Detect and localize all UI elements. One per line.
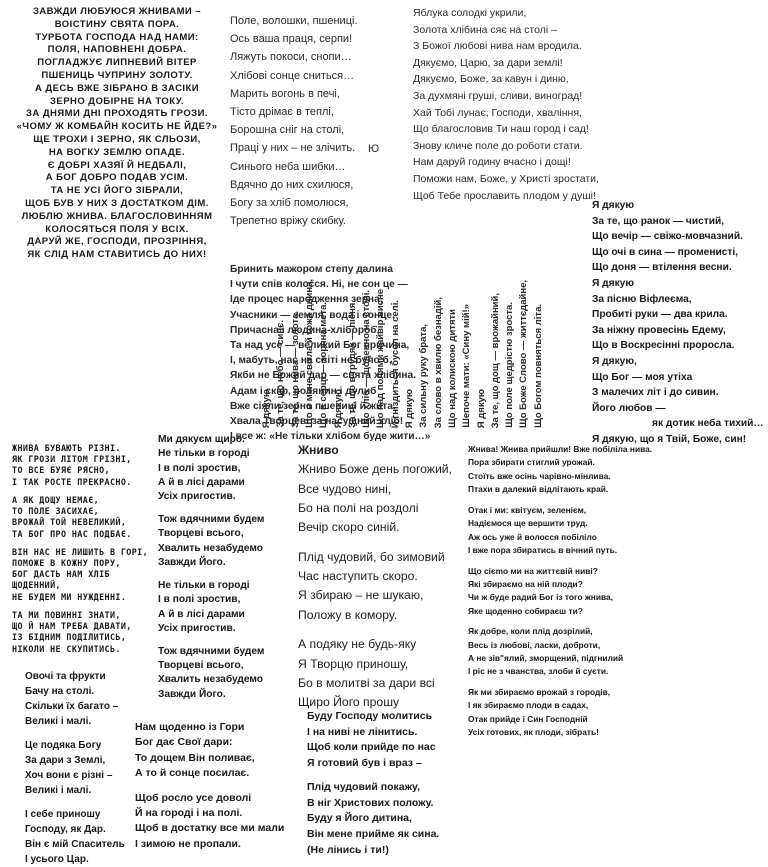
vertical-poem-line: Я дякую — [261, 388, 272, 428]
poem-line: Отак прийде і Син Господній — [468, 713, 588, 724]
poem-line: То дощем Він поливає, — [135, 751, 255, 764]
poem-line: А подяку не будь-яку — [298, 637, 417, 652]
poem-line: Адам і скіф, полянин і дулиб — [230, 385, 377, 397]
poem-line: Він мене прийме як сина. — [307, 828, 440, 841]
poem-line: Ось ваша праця, серпи! — [230, 33, 353, 46]
poem-line: НЕ БУДЕМ МИ НУЖДЕННІ. — [12, 591, 127, 602]
poem-line: Плід чудовий покажу, — [307, 781, 421, 794]
poem-line: Усіх готових, як плоди, зібрать! — [468, 727, 599, 738]
poem-line: Я дякую — [592, 200, 635, 211]
poem-line: ЗА ДНЯМИ ДНІ ПРОХОДЯТЬ ГРОЗИ. — [26, 108, 208, 120]
poem-line: як дотик неба тихий… — [652, 418, 764, 430]
poem-line: Бачу на столі. — [25, 686, 95, 698]
poem-line: ТА БОГ ПРО НАС ПОДБАЄ. — [12, 528, 132, 539]
vertical-poem-line: Що хліб — щоденно на столі. — [361, 290, 373, 428]
poem-line: І усього Цар. — [25, 854, 89, 866]
poem-line: ЩОБ БУВ У НИХ З ДОСТАТКОМ ДІМ. — [25, 197, 209, 209]
poem-line: Що сієmo ми на життєвій ниві? — [468, 565, 598, 576]
poem-line: Вже сіяли зерно пшениці й жита. — [230, 400, 396, 412]
poem-line: А й в лісі дарами — [158, 608, 245, 620]
poem-line: Як ми збираємо врожай з городів, — [468, 687, 611, 697]
stanza-break — [12, 540, 157, 547]
vertical-poem-line: Шепоче мати: «Сину мій!» — [461, 304, 473, 428]
poem-line: Не тільки в городі — [158, 448, 250, 460]
poem-line: Марить вогонь в печі, — [230, 87, 340, 100]
poem-line: Учасники — земля, вода і сонце. — [230, 309, 395, 321]
poem-line: Іде процес народження зерна, — [230, 294, 383, 306]
poem-line: Трепетно вріжу скибку. — [230, 215, 346, 228]
poem-line: ТО ПОЛЕ ЗАСИХАЄ, — [12, 506, 100, 517]
poem-line: Поможи нам, Боже, у Христі зростати, — [413, 172, 599, 185]
stanza-break — [158, 570, 298, 579]
poem-line: Вечір скоро синій. — [298, 520, 400, 535]
poem-line: За пісню Віфлеєма, — [592, 293, 692, 305]
poem-line: І в полі зростив, — [158, 462, 241, 474]
poem-line: Щоб Тебе прославить плодом у душі! — [413, 189, 596, 202]
poem-line: Що в Воскресінні проросла. — [592, 340, 735, 352]
poem-line: А не зів"ялий, зморщений, підгнилий — [468, 653, 624, 664]
vertical-poem-line: Я дякую — [404, 388, 415, 428]
poem-line: Борошна сніг на столі, — [230, 124, 345, 137]
poem-line: Не тільки в городі — [158, 579, 250, 591]
poem-line: Я готовий був і враз – — [307, 756, 422, 769]
poem-line: Та над усе — великий Бог причина, — [230, 340, 410, 352]
poem-i-thank — [592, 198, 768, 448]
poem-line: За ніжну провесінь Едему, — [592, 324, 726, 336]
poem-line: Я Творцю приношу, — [298, 656, 409, 671]
stray-mark: Ю — [368, 143, 380, 155]
poem-line: БОГ ДАСТЬ НАМ ХЛІБ — [12, 569, 110, 580]
poem-line: ЩЕ ТРОХИ І ЗЕРНО, ЯК СЛЬОЗИ, — [33, 133, 201, 145]
poem-line: ДАРУЙ ЖЕ, ГОСПОДИ, ПРОЗРІННЯ, — [27, 236, 207, 248]
poem-line: ПОЛЯ, НАПОВНЕНІ ДОБРА. — [47, 44, 187, 56]
poem-line: Які збираємо на ній плоди? — [468, 578, 583, 589]
poem-vertical-thanks — [262, 260, 562, 428]
poem-line: Щоб росло усе доволі — [135, 791, 252, 804]
poem-line: Золота хлібина сяє на столі – — [413, 23, 557, 36]
poem-line: Богу за хліб помолюся, — [230, 197, 349, 210]
poem-line: Знову кличе поле до роботи стати. — [413, 139, 583, 152]
poem-line: ЖНИВА БУВАЮТЬ РІЗНІ. — [12, 443, 121, 453]
poem-line: Пробиті руки — два крила. — [592, 309, 728, 321]
poem-line: Аж ось уже й волосся побіліло — [468, 531, 597, 542]
poem-line: За духмяні груші, сливи, виноград! — [413, 89, 583, 102]
vertical-poem-line: За те, що небо — синє. — [275, 320, 287, 428]
poem-line: Поле, волошки, пшениці. — [230, 15, 358, 27]
poem-line: І на ниві не лінитись. — [307, 725, 418, 738]
poem-line: Що Бог — моя утіха — [592, 371, 693, 383]
poem-line: ВРОЖАЙ ТОЙ НЕВЕЛИКИЙ, — [12, 517, 127, 528]
poem-line: Овочі та фрукти — [25, 671, 106, 682]
poem-pray-to-lord — [307, 709, 467, 858]
poem-line: Великі і малі. — [25, 716, 92, 728]
poem-line: Завжди Його. — [158, 557, 226, 569]
stanza-break — [298, 537, 468, 547]
poem-line: А ЯК ДОЩУ НЕМАЄ, — [12, 494, 100, 505]
vertical-poem-line: За сильну руку брата, — [418, 324, 430, 428]
stanza-break — [12, 488, 157, 495]
poem-line: Дякуємо, Боже, за кавун і диню, — [413, 73, 569, 86]
poem-line: Його любов — — [592, 402, 666, 414]
poem-line: ЩОДЕННИЙ, — [12, 580, 61, 591]
poem-line: Бог дає Свої дари: — [135, 736, 233, 749]
poem-line: Усіх пригостив. — [158, 622, 236, 634]
poem-line: І себе приношу — [25, 808, 101, 820]
poem-line: Птахи в далекий відлітають край. — [468, 484, 609, 495]
poem-line: Творцеві всього, — [158, 528, 244, 540]
poem-line: Вдячно до них схилюся, — [230, 178, 354, 191]
poem-line: Надіємося ще вершити труд. — [468, 518, 588, 529]
poem-line: Він є мій Спаситель — [25, 838, 125, 850]
poem-line: Нам щоденно із Гори — [135, 721, 245, 733]
poem-line: Тісто дрімає в теплі, — [230, 106, 334, 119]
poem-line: Що доня — втілення весни. — [592, 262, 732, 274]
poem-line: Положу в комору. — [298, 607, 398, 622]
poem-line: Якби не Божий дар — свята хлібина. — [230, 370, 417, 382]
poem-line: І як збираємо плоди в садах, — [468, 700, 589, 711]
poem-line: Я збираю – не шукаю, — [298, 588, 424, 603]
poem-line: З Божої любові нива нам вродила. — [413, 40, 582, 53]
poem-line: Пора збирати стиглий урожай. — [468, 457, 595, 468]
stanza-break — [307, 771, 467, 780]
poem-vegetables-fruits — [25, 669, 135, 867]
poem-line: ІЗ БІДНИМ ПОДІЛИТИСЬ, — [12, 632, 127, 643]
poem-line: Буду Господу молитись — [307, 710, 433, 722]
poem-line: Чи ж буде радий Бог із того жнива, — [468, 592, 614, 603]
vertical-poem-line: За слово в хвилю безнадій, — [432, 296, 444, 428]
poem-line: Є ДОБРІ ХАЗЯЇ Й НЕДБАЛІ, — [47, 159, 187, 171]
poem-line: НІКОЛИ НЕ СКУПИТИСЬ. — [12, 643, 121, 654]
poem-line: Бо в молитві за дари всі — [298, 675, 435, 690]
poem-harvest-caps — [4, 6, 230, 262]
poem-line: Яке щоденно собираєш ти? — [468, 605, 583, 616]
poem-line: «ЧОМУ Ж КОМБАЙН КОСИТЬ НЕ ЙДЕ?» — [16, 121, 218, 133]
vertical-poem-line: Що поле щедрістю зроста. — [504, 302, 516, 428]
poem-line: Усіх пригостив. — [158, 491, 236, 503]
stanza-break — [468, 618, 768, 625]
stanza-break — [468, 497, 768, 504]
vertical-poem-line: Я дякую — [475, 388, 487, 428]
stanza-break — [298, 625, 468, 635]
poem-line: І все ж: «Не тільки хлібом буде жити…» — [230, 431, 431, 443]
poem-daily-gifts — [135, 720, 300, 852]
poem-line: А то й сонце посилає. — [135, 767, 250, 780]
poem-line: ЗАВЖДИ ЛЮБУЮСЯ ЖНИВАМИ – — [32, 6, 202, 17]
poem-line: Я дякую, — [592, 355, 637, 367]
poem-line: Що благословив Ти наш город і сад! — [413, 123, 589, 136]
stanza-break — [12, 603, 157, 610]
poem-line: Плід чудовий, бо зимовий — [298, 549, 445, 564]
vertical-poem-line: Й гніздиться бусол на селі. — [389, 299, 401, 428]
poem-line: ЩО Й НАМ ТРЕБА ДАВАТИ, — [12, 621, 132, 632]
poem-sweet-apples — [413, 5, 768, 204]
poem-harvest-came — [468, 443, 768, 740]
poem-line: Дякуємо, Царю, за дари землі! — [413, 56, 563, 69]
vertical-poem-line: За те, що нива — золота. — [289, 311, 301, 428]
poem-line: І в полі зростив, — [158, 594, 241, 606]
poem-line: Я дякую, що я Твій, Боже, син! — [592, 433, 747, 445]
poem-zhyvo — [298, 441, 468, 713]
poem-line: Тож вдячними будем — [158, 645, 265, 657]
poem-line: Щоб коли прийде по нас — [307, 741, 436, 754]
poem-line: ПОМОЖЕ В КОЖНУ ПОРУ, — [12, 558, 121, 569]
poem-line: Що вечір — свіжо-мовчазний. — [592, 231, 743, 243]
poem-line: НА ВОГКУ ЗЕМЛЮ ОПАДЕ. — [48, 146, 186, 158]
vertical-poem-line: Що над полями жайвір висне — [375, 288, 387, 428]
poem-line: Хлібові сонце сниться… — [230, 69, 355, 82]
poem-line: Завжди Його. — [158, 688, 226, 700]
poem-line: Господу, як Дар. — [25, 823, 106, 835]
poem-line: Жниво Боже день погожий, — [298, 462, 452, 477]
vertical-poem-line: За те, що дощ — врожайний, — [489, 292, 501, 428]
poem-line: Й на городі і на полі. — [135, 806, 243, 819]
vertical-poem-line: Що в серці — зоряна мета. — [318, 301, 330, 428]
poem-line: Що очі в сина — променисті, — [592, 246, 739, 258]
poem-line: Великі і малі. — [25, 785, 92, 797]
stanza-break — [468, 557, 768, 564]
poem-line: Це подяка Богу — [25, 739, 102, 751]
poem-line: (Не лінись і ти!) — [307, 843, 389, 856]
poem-line: А ДЕСЬ ВЖЕ ЗІБРАНО В ЗАСІКИ — [34, 82, 199, 94]
vertical-poem-line: Що Богом повняться літа. — [532, 304, 544, 428]
poem-line: ТО ВСЕ БУЯЄ РЯСНО, — [12, 465, 110, 476]
poem-line: Щоб в достатку все ми мали — [135, 822, 285, 835]
poem-line: Буду я Його дитина, — [307, 812, 412, 825]
poem-line: Нам даруй годину вчасно і дощі! — [413, 156, 571, 169]
poem-line: Хвалить незабудемо — [158, 674, 264, 686]
stanza-break — [25, 729, 135, 738]
poem-line: Як добре, коли плід дозрілий, — [468, 626, 593, 637]
poem-line: ВІН НАС НЕ ЛИШИТЬ В ГОРІ, — [12, 546, 149, 557]
poem-line: Хвала Творцеві за насущний хліб! — [230, 416, 404, 428]
stanza-break — [468, 679, 768, 686]
poem-harvests-differ — [12, 443, 157, 655]
poem-line: З малечих літ і до сивин. — [592, 387, 719, 399]
poem-line: І ТАК РОСТЕ ПРЕКРАСНО. — [12, 476, 132, 487]
poem-line: Ми дякуєм щиро. — [158, 434, 245, 445]
poem-line: ЯК СЛІД НАМ СТАВИТИСЬ ДО НИХ! — [27, 249, 207, 261]
poem-line: Синього неба шибки… — [230, 160, 346, 173]
poem-line: Хай Тобі лунає, Господи, хваління, — [413, 106, 582, 119]
poem-line: Хоч вони є різні – — [25, 770, 113, 782]
poem-line: Причасна і людина-хлібороб, — [230, 324, 380, 336]
poem-line: І вже пора збиратись в вічний путь. — [468, 544, 618, 555]
poem-line: За дари з Землі, — [25, 754, 106, 766]
poem-line: І ріс не з чванства, злоби й суєти. — [468, 666, 609, 677]
vertical-poem-line: Я дякую — [332, 388, 344, 428]
vertical-poem-line: Що над колискою дитяти — [446, 309, 458, 428]
poem-line: Щиро Його прошу — [298, 695, 400, 710]
poem-line: КОЛОСЯТЬСЯ ПОЛЯ У ВСІХ. — [45, 223, 189, 235]
poem-line: Все чудово нині, — [298, 481, 392, 496]
poem-field-cornflowers — [230, 12, 380, 230]
poem-line: ПШЕНИЦЬ ЧУПРИНУ ЗОЛОТУ. — [41, 69, 193, 81]
poem-line: ТА МИ ПОВИННІ ЗНАТИ, — [12, 610, 121, 621]
poem-line: Жнива! Жнива прийшли! Вже побіліла нива. — [468, 444, 653, 454]
poem-line: Тож вдячними будем — [158, 514, 265, 526]
vertical-poem-line: Що в мене світла й гожа днина, — [303, 279, 315, 428]
poem-line: А БОГ ДОБРО ПОДАВ УСІМ. — [45, 172, 189, 184]
poem-line: ЛЮБЛЮ ЖНИВА. БЛАГОСЛОВИННЯМ — [21, 210, 213, 222]
poem-line: ТУРБОТА ГОСПОДА НАД НАМИ: — [35, 31, 199, 43]
poem-line: В ніг Христових положу. — [307, 796, 434, 809]
poem-line: Скільки їх багато – — [25, 701, 119, 713]
poem-line: ПОГЛАДЖУЄ ЛИПНЕВИЙ ВІТЕР — [37, 57, 197, 69]
poem-line: За те, що ранок — чистий, — [592, 215, 725, 227]
poem-line: ТА НЕ УСІ ЙОГО ЗІБРАЛИ, — [50, 185, 184, 197]
poem-line: ВОІСТИНУ СВЯТА ПОРА. — [54, 18, 180, 30]
poem-line: Яблука солодкі укрили, — [413, 7, 527, 19]
poem-line: Праці у них – не злічить. — [230, 142, 356, 155]
poem-line: Отак і ми: квітуєм, зеленієм, — [468, 504, 587, 515]
poem-line: І зимою не пропали. — [135, 837, 241, 850]
poem-line: Бринить мажором степу далина — [230, 264, 393, 275]
stanza-break — [25, 798, 135, 807]
poem-line: Я дякую — [592, 277, 635, 289]
poem-line: ЗЕРНО ДОБІРНЕ НА ТОКУ. — [50, 95, 184, 107]
stanza-break — [158, 504, 298, 513]
poem-line: ЯК ГРОЗИ ЛІТОМ ГРІЗНІ, — [12, 454, 132, 465]
vertical-poem-line: Що Боже Слово — життєдайне, — [518, 280, 530, 428]
poem-line: Весь із любові, ласки, доброти, — [468, 639, 601, 650]
stanza-break — [135, 782, 300, 791]
poem-line: Час наступить скоро. — [298, 569, 418, 584]
vertical-poem-line: За те, що в грудях — пісня. — [346, 300, 358, 428]
poem-line: Бо на полі на роздолі — [298, 500, 419, 515]
poem-title: Жниво — [298, 443, 339, 457]
poem-line: І чути спів колосся. Ні, не сон це — — [230, 279, 408, 291]
poem-we-thank-sincerely — [158, 433, 298, 702]
poem-line: Хвалить незабудемо — [158, 542, 264, 554]
poem-line: І, мабуть, нас на світі не було б, — [230, 355, 392, 367]
poem-line: Творцеві всього, — [158, 660, 244, 672]
poem-line: Стоїть вже осінь чарівно-мінлива. — [468, 470, 611, 481]
poem-line: Ляжуть покоси, снопи… — [230, 51, 352, 64]
stanza-break — [158, 636, 298, 645]
poem-line: А й в лісі дарами — [158, 476, 245, 488]
